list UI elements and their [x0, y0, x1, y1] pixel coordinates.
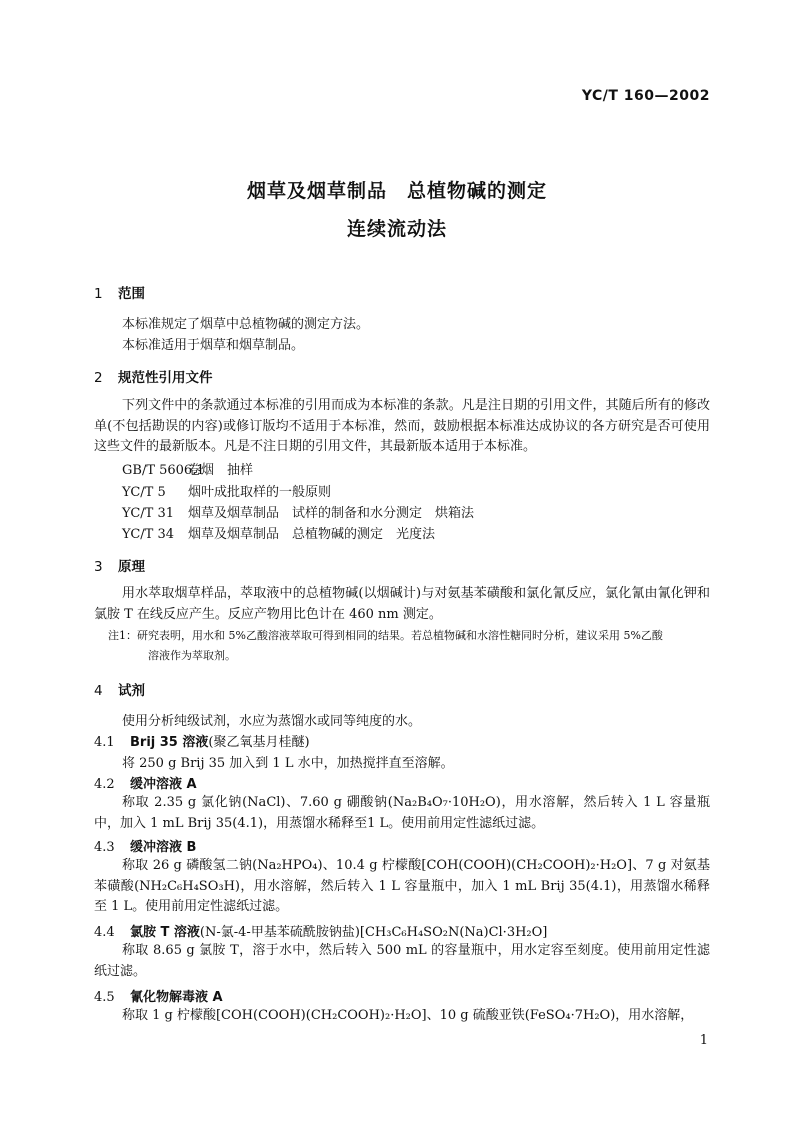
reference-item: [122, 481, 331, 500]
subsection-4-3-text: 称取 26 g 磷酸氢二钠(Na₂HPO₄)、10.4 g 柠檬酸[COH(COOH)(CH₂COOH)₂·H₂O]、7 g 对氨基苯磺酸(NH₂C₆H₄SO₃H)，用水溶解，然后转入 1 L 容量瓶中，加入 1 mL Brij 35(4.1)，用蒸馏水稀释至 1 L。使用前用定性滤纸过滤。: [94, 858, 710, 914]
section-1-heading: [94, 282, 145, 302]
normative-references-paragraph: 下列文件中的条款通过本标准的引用而成为本标准的条款。凡是注日期的引用文件，其随后所有的修改单(不包括勘误的内容)或修订版均不适用于本标准，然而，鼓励根据本标准达成协议的各方研究是否可使用这些文件的最新版本。凡是不注日期的引用文件，其最新版本适用于本标准。: [94, 398, 710, 454]
note: [108, 626, 712, 666]
document-title: 烟草及烟草制品 总植物碱的测定: [246, 180, 547, 202]
subsection-extra: (N-氯-4-甲基苯硫酰胺钠盐)[CH₃C₆H₄SO₂N(Na)Cl·3H₂O]: [199, 925, 548, 940]
reagents-intro: 使用分析纯级试剂，水应为蒸馏水或同等纯度的水。: [122, 714, 422, 729]
subsection-title: 氰化物解毒液 A: [130, 990, 223, 1005]
subsection-number: 4.3: [94, 840, 115, 855]
reference-title: 卷烟 抽样: [188, 463, 254, 478]
subsection-4-1-text: 将 250 g Brij 35 加入到 1 L 水中，加热搅拌直至溶解。: [122, 756, 454, 771]
section-title: 范围: [118, 286, 145, 302]
subsection-title: 缓冲溶液 B: [130, 840, 197, 855]
subsection-number: 4.2: [94, 777, 115, 792]
section-title: 规范性引用文件: [118, 370, 213, 386]
section-4-heading: [94, 679, 145, 699]
subsection-4-1-heading: [94, 731, 310, 750]
note-line-2: 溶液作为萃取剂。: [148, 649, 236, 662]
reference-item: [122, 523, 435, 542]
subsection-title: 氯胺 T 溶液: [130, 925, 200, 940]
subsection-4-5-heading: [94, 986, 223, 1005]
section-number: 4: [94, 683, 103, 699]
section-number: 2: [94, 370, 103, 386]
subsection-4-4-heading: [94, 921, 547, 940]
section-title: 试剂: [118, 683, 145, 699]
standard-code: YC/T 160—2002: [581, 88, 710, 104]
reference-title: 烟草及烟草制品 试样的制备和水分测定 烘箱法: [188, 506, 475, 521]
reference-item: [122, 502, 474, 521]
section-2-heading: [94, 366, 213, 386]
subsection-number: 4.4: [94, 925, 115, 940]
note-line-1: 注1：研究表明，用水和 5%乙酸溶液萃取可得到相同的结果。若总植物碱和水溶性糖同时分析，建议采用 5%乙酸: [108, 629, 663, 642]
subsection-4-2-heading: [94, 773, 197, 792]
reference-title: 烟叶成批取样的一般原则: [188, 485, 332, 500]
scope-line-2: 本标准适用于烟草和烟草制品。: [122, 338, 305, 353]
reference-title: 烟草及烟草制品 总植物碱的测定 光度法: [188, 527, 436, 542]
subsection-4-4-text: 称取 8.65 g 氯胺 T，溶于水中，然后转入 500 mL 的容量瓶中，用水定容至刻度。使用前用定性滤纸过滤。: [94, 943, 710, 979]
subsection-4-2-text: 称取 2.35 g 氯化钠(NaCl)、7.60 g 硼酸钠(Na₂B₄O₇·10H₂O)，用水溶解，然后转入 1 L 容量瓶中，加入 1 mL Brij 35(4.1)，用蒸馏水稀释至1 L。使用前用定性滤纸过滤。: [94, 795, 710, 831]
page-number: 1: [699, 1033, 708, 1048]
section-number: 3: [94, 559, 103, 575]
document-subtitle: 连续流动法: [346, 218, 447, 240]
subsection-title: 缓冲溶液 A: [130, 777, 197, 792]
subsection-4-3-heading: [94, 836, 196, 855]
subsection-4-5-text: 称取 1 g 柠檬酸[COH(COOH)(CH₂COOH)₂·H₂O]、10 g 硫酸亚铁(FeSO₄·7H₂O)，用水溶解，: [122, 1008, 694, 1023]
subsection-number: 4.5: [94, 990, 115, 1005]
reference-item: [122, 459, 253, 478]
reference-code: GB/T 5606.1: [122, 463, 205, 478]
section-title: 原理: [118, 559, 145, 575]
principle-paragraph: 用水萃取烟草样品，萃取液中的总植物碱(以烟碱计)与对氨基苯磺酸和氯化氰反应，氯化氰由氰化钾和氯胺 T 在线反应产生。反应产物用比色计在 460 nm 测定。: [94, 586, 710, 622]
subsection-extra: (聚乙氧基月桂醚): [208, 735, 310, 750]
subsection-title: Brij 35 溶液: [130, 735, 209, 750]
section-3-heading: [94, 555, 145, 575]
section-number: 1: [94, 286, 103, 302]
reference-code: YC/T 5: [122, 485, 166, 500]
scope-line-1: 本标准规定了烟草中总植物碱的测定方法。: [122, 317, 370, 332]
subsection-number: 4.1: [94, 735, 115, 750]
reference-code: YC/T 34: [122, 527, 175, 542]
reference-code: YC/T 31: [122, 506, 175, 521]
